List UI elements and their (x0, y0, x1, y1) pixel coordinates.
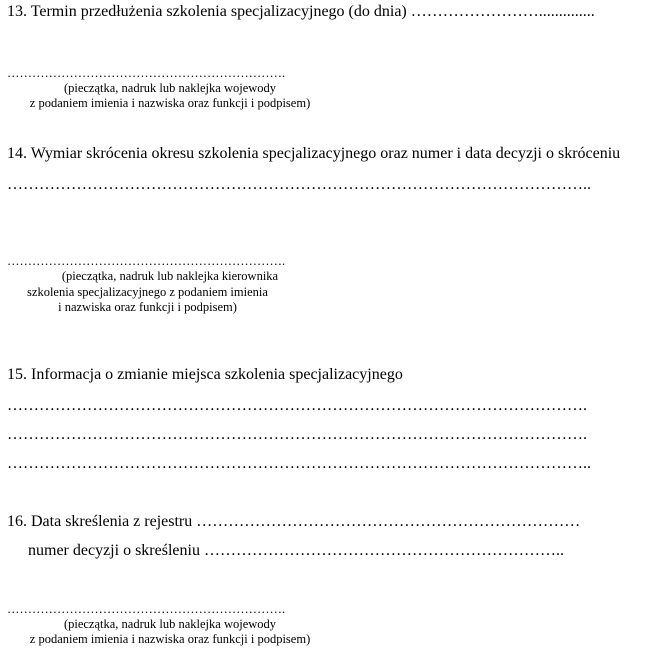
section-15-label: 15. Informacja o zmianie miejsca szkolenia specjalizacyjnego (7, 366, 403, 383)
section-15-dots-1: ………………………………………………………………………………………………. (7, 397, 587, 414)
section-14-signature-caption-1: (pieczątka, nadruk lub naklejka kierownika (61, 269, 279, 283)
section-13-signature-caption-2: z podaniem imienia i nazwiska oraz funkcji i podpisem) (29, 96, 311, 110)
section-14-signature-caption-3: i nazwiska oraz funkcji i podpisem) (58, 300, 237, 314)
section-13-label: 13. Termin przedłużenia szkolenia specjalizacyjnego (do dnia) …………………….............. (7, 3, 595, 20)
section-14-label: 14. Wymiar skrócenia okresu szkolenia specjalizacyjnego oraz numer i data decyzji o skróceniu (7, 145, 621, 162)
section-14-signature-dots: …………………………………………………………. (7, 254, 286, 268)
section-16-decision-number: numer decyzji o skreśleniu ………………………………………………………….. (28, 542, 564, 559)
section-16-signature-caption-1: (pieczątka, nadruk lub naklejka wojewody (63, 617, 277, 631)
section-16-signature-dots: …………………………………………………………. (7, 602, 286, 616)
section-16-label: 16. Data skreślenia z rejestru ……………………………………………………………… (7, 513, 581, 530)
section-14-signature-caption-2: szkolenia specjalizacyjnego z podaniem imienia (27, 285, 268, 299)
section-13-signature-dots: …………………………………………………………. (7, 66, 286, 80)
section-14-dots: ……………………………………………………………………………………………….. (7, 176, 591, 193)
section-16-signature-caption-2: z podaniem imienia i nazwiska oraz funkcji i podpisem) (29, 632, 311, 646)
section-15-dots-2: ………………………………………………………………………………………………. (7, 426, 587, 443)
section-15-dots-3: ……………………………………………………………………………………………….. (7, 455, 591, 472)
section-13-signature-caption-1: (pieczątka, nadruk lub naklejka wojewody (63, 81, 277, 95)
